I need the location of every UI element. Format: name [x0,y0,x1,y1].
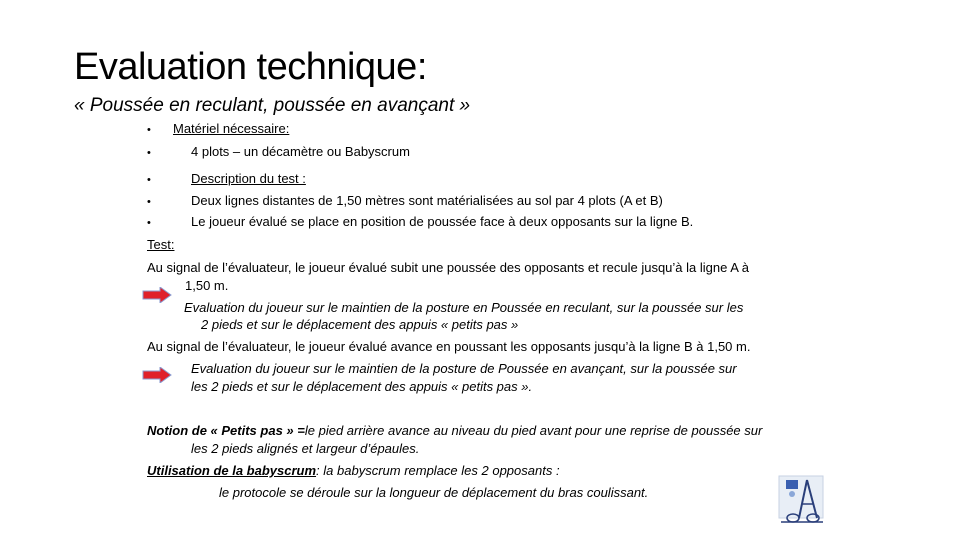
notion-line2: les 2 pieds alignés et largeur d’épaules. [191,441,420,456]
bullet: • [147,217,151,229]
babyscrum-text: : la babyscrum remplace les 2 opposants : [316,463,560,478]
description-item-1: Deux lignes distantes de 1,50 mètres sont matérialisées au sol par 4 plots (A et B) [191,193,663,208]
test-eval2-line2: les 2 pieds et sur le déplacement des appuis « petits pas ». [191,379,533,394]
babyscrum-logo-icon [777,474,827,526]
notion-line1 [147,423,762,439]
test-label: Test: [147,237,175,252]
test-step1-line1: Au signal de l’évaluateur, le joueur évalué subit une poussée des opposants et recule jusqu’à la ligne A à [147,260,750,275]
test-eval2-line1: Evaluation du joueur sur le maintien de la posture de Poussée en avançant, sur la poussée sur [191,361,737,376]
notion-text: le pied arrière avance au niveau du pied avant pour une reprise de poussée sur [304,423,763,438]
babyscrum-line1 [147,463,560,479]
test-eval1-line1: Evaluation du joueur sur le maintien de la posture en Poussée en reculant, sur la poussée sur les [184,300,744,315]
test-step1-line2: 1,50 m. [185,278,229,293]
notion-label: Notion de « Petits pas » = [147,423,305,438]
bullet: • [147,174,151,186]
test-step2: Au signal de l’évaluateur, le joueur évalué avance en poussant les opposants jusqu’à la ligne B à 1,50 m. [147,339,751,354]
babyscrum-label: Utilisation de la babyscrum [147,463,317,478]
materiel-heading: Matériel nécessaire: [173,121,290,136]
page-subtitle: « Poussée en reculant, poussée en avançant » [74,95,471,116]
babyscrum-line2: le protocole se déroule sur la longueur de déplacement du bras coulissant. [219,485,649,500]
bullet: • [147,196,151,208]
bullet: • [147,147,151,159]
page-title: Evaluation technique: [74,46,427,88]
bullet: • [147,124,151,136]
materiel-item: 4 plots – un décamètre ou Babyscrum [191,144,410,159]
description-item-2: Le joueur évalué se place en position de poussée face à deux opposants sur la ligne B. [191,214,694,229]
description-heading: Description du test : [191,171,306,186]
test-eval1-line2: 2 pieds et sur le déplacement des appuis « petits pas » [201,317,519,332]
red-arrow-icon [142,367,172,383]
red-arrow-icon [142,287,172,303]
